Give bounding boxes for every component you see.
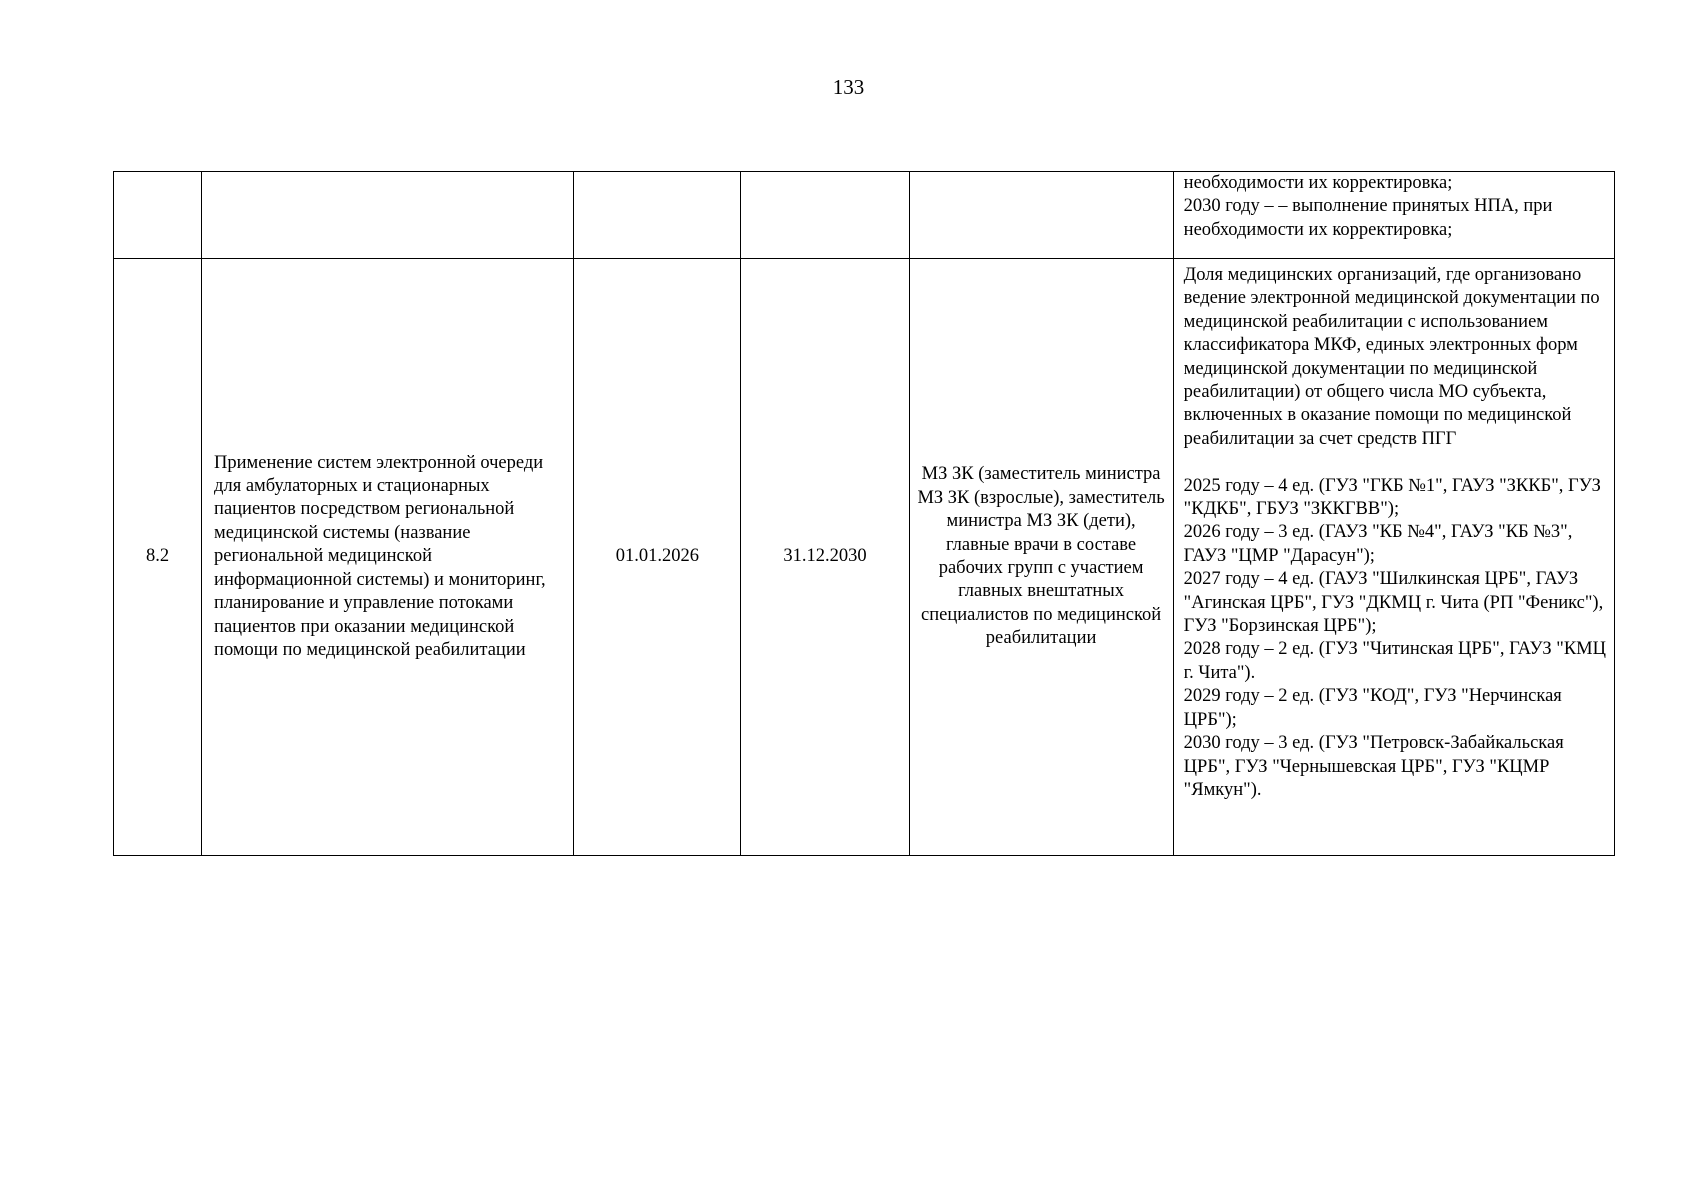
table-row-continued	[114, 172, 1615, 259]
table-row-8-2	[114, 259, 1615, 856]
cell-number	[114, 259, 202, 856]
cell-end-date-empty	[741, 172, 909, 259]
cell-responsible-empty	[909, 172, 1173, 259]
result-intro: Доля медицинских организаций, где организовано ведение электронной медицинской документации по медицинской реабилитации с использованием классификатора МКФ, единых электронных форм медицинской документации по медицинской реабилитации) от общего числа МО субъекта, включенных в оказание помощи по медицинской реабилитации за счет средств ПГГ	[1183, 265, 1600, 449]
cell-result	[1173, 259, 1614, 856]
measure-number: 8.2	[145, 546, 170, 567]
cell-name	[202, 259, 574, 856]
responsible-text: МЗ ЗК (заместитель министра МЗ ЗК (взрослые), заместитель министра МЗ ЗК (дети), главные врачи в составе рабочих групп с участием главных внештатных специалистов по медицинской реабилитации	[917, 464, 1165, 649]
result-years: 2025 году – 4 ед. (ГУЗ "ГКБ №1", ГАУЗ "ЗККБ", ГУЗ "КДКБ", ГБУЗ "ЗККГВВ"); 2026 году – 3 ед. (ГАУЗ "КБ №4", ГАУЗ "КБ №3", ГАУЗ "ЦМР "Дарасун"); 2027 году – 4 ед. (ГАУЗ "Шилкинская ЦРБ", ГАУЗ "Агинская ЦРБ", ГУЗ "ДКМЦ г. Чита (РП "Феникс"), ГУЗ "Борзинская ЦРБ"); 2028 году – 2 ед. (ГУЗ "Читинская ЦРБ", ГАУЗ "КМЦ г. Чита"). 2029 году – 2 ед. (ГУЗ "КОД", ГУЗ "Нерчинская ЦРБ"); 2030 году – 3 ед. (ГУЗ "Петровск-Забайкальская ЦРБ", ГУЗ "Чернышевская ЦРБ", ГУЗ "КЦМР "Ямкун").	[1183, 475, 1606, 800]
cell-responsible	[909, 259, 1173, 856]
cell-end-date	[741, 259, 909, 856]
page-number: 133	[832, 75, 865, 99]
measures-table	[113, 171, 1615, 856]
end-date: 31.12.2030	[783, 546, 867, 567]
cell-name-empty	[202, 172, 574, 259]
result-continued-text: необходимости их корректировка; 2030 году – – выполнение принятых НПА, при необходимости их корректировка;	[1183, 173, 1553, 240]
cell-start-date-empty	[574, 172, 741, 259]
measure-name: Применение систем электронной очереди для амбулаторных и стационарных пациентов посредством региональной медицинской системы (название региональной медицинской информационной системы) и мониторинг, планирование и управление потоками пациентов при оказании медицинской помощи по медицинской реабилитации	[214, 452, 546, 660]
start-date: 01.01.2026	[615, 546, 699, 567]
cell-result-continued	[1173, 172, 1614, 259]
cell-number-empty	[114, 172, 202, 259]
cell-start-date	[574, 259, 741, 856]
